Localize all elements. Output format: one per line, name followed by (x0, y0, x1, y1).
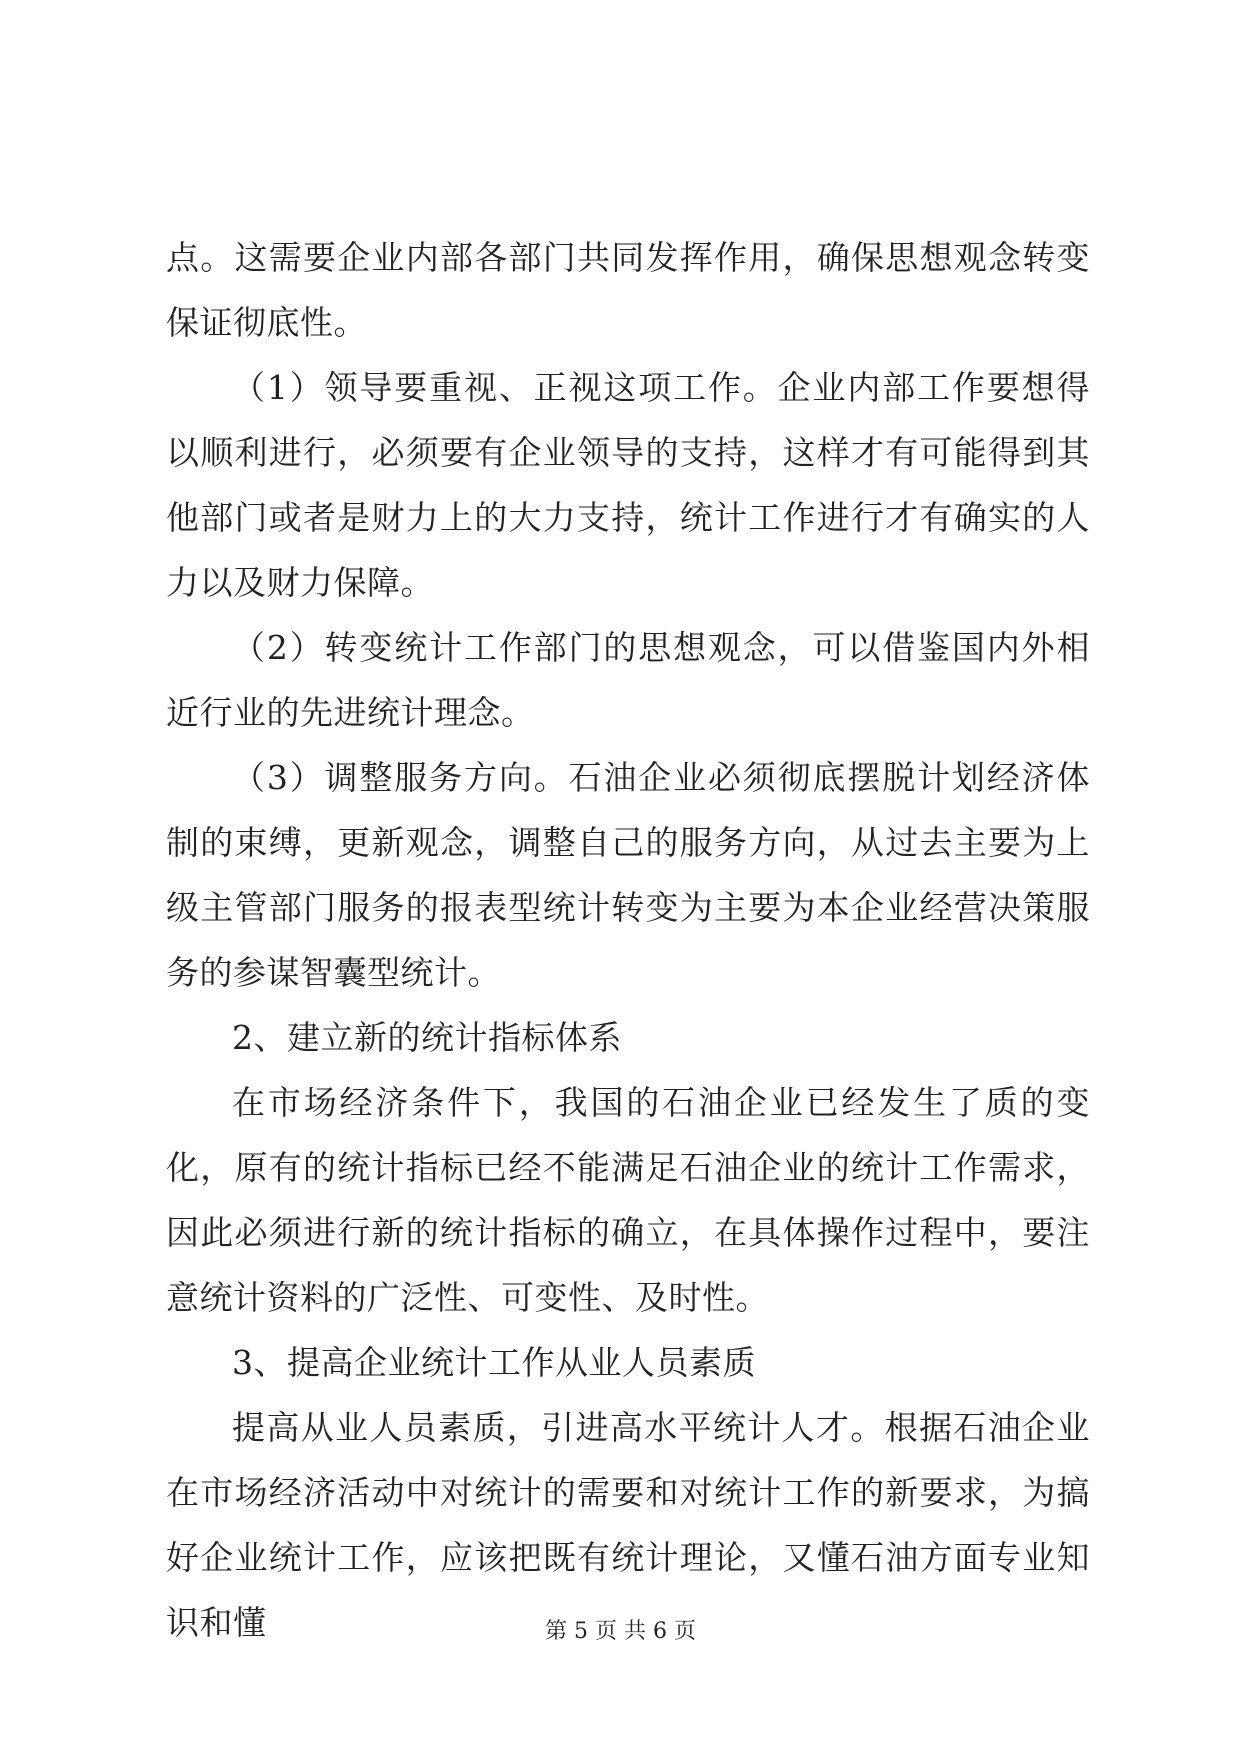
page-number-footer: 第 5 页 共 6 页 (545, 1619, 696, 1644)
paragraph-item-1: （1）领导要重视、正视这项工作。企业内部工作要想得以顺利进行，必须要有企业领导的支持，这样才有可能得到其他部门或者是财力上的大力支持，统计工作进行才有确实的人力以及财力保障。 (166, 368, 1090, 602)
paragraph-continuation: 点。这需要企业内部各部门共同发挥作用，确保思想观念转变保证彻底性。 (166, 238, 1090, 342)
paragraph-section-3: 提高从业人员素质，引进高水平统计人才。根据石油企业在市场经济活动中对统计的需要和对统计工作的新要求，为搞好企业统计工作，应该把既有统计理论，又懂石油方面专业知识和懂 (166, 1408, 1090, 1642)
document-body (166, 225, 1090, 1655)
section-heading-2: 2、建立新的统计指标体系 (232, 1018, 622, 1057)
paragraph-item-3: （3）调整服务方向。石油企业必须彻底摆脱计划经济体制的束缚，更新观念，调整自己的服务方向，从过去主要为上级主管部门服务的报表型统计转变为主要为本企业经营决策服务的参谋智囊型统计。 (166, 758, 1090, 992)
paragraph-section-2: 在市场经济条件下，我国的石油企业已经发生了质的变化，原有的统计指标已经不能满足石油企业的统计工作需求，因此必须进行新的统计指标的确立，在具体操作过程中，要注意统计资料的广泛性、可变性、及时性。 (166, 1083, 1090, 1317)
paragraph-item-2: （2）转变统计工作部门的思想观念，可以借鉴国内外相近行业的先进统计理念。 (166, 628, 1090, 732)
section-heading-3: 3、提高企业统计工作从业人员素质 (232, 1343, 756, 1382)
